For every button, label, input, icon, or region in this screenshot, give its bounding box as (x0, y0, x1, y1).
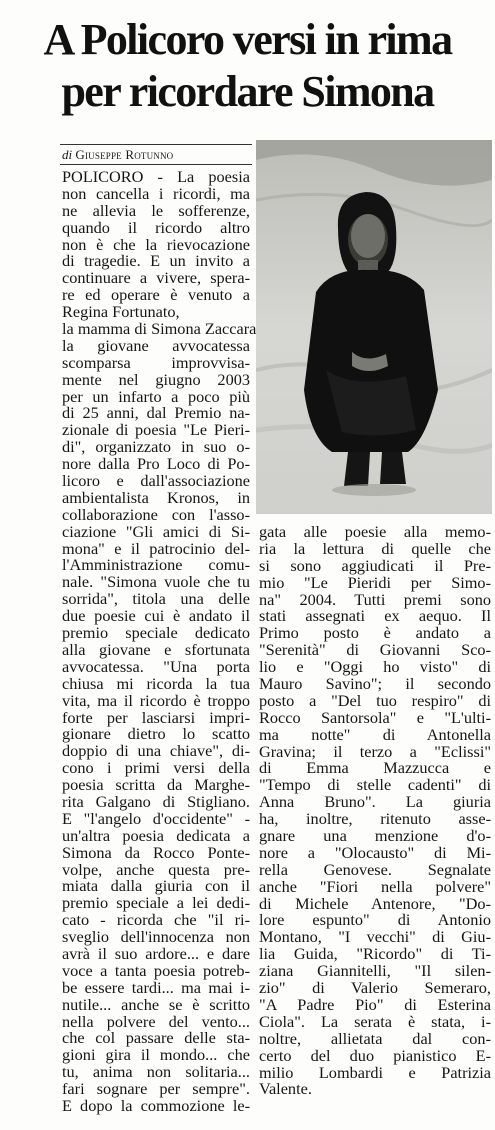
portrait-photo (256, 140, 492, 514)
article-line: nutile... anche se è scritto (62, 994, 250, 1014)
article-line: per un infarto a poco più (62, 386, 250, 406)
article-line: miata dalla giuria con il (62, 876, 250, 896)
article-line: Rocco Santorsola" e "L'ulti- (259, 707, 491, 727)
article-line: nella polvere del vento... (62, 1011, 250, 1031)
article-line: collaborazione con l'asso- (62, 504, 250, 524)
byline-author: Giuseppe Rotunno (75, 147, 174, 162)
article-line: Montano, "I vecchi" di Giu- (259, 927, 491, 947)
article-line: gnare una menzione d'o- (259, 826, 491, 846)
article-line: la giovane avvocatessa (62, 335, 250, 355)
article-line: doppio di una chiave", di- (62, 741, 250, 761)
article-line: ambientalista Kronos, in (62, 487, 250, 507)
article-line: mente nel giugno 2003 (62, 369, 250, 389)
article-line: avrà il suo ardore... e dare (62, 943, 250, 963)
article-line: Ciola". La serata è stata, i- (259, 1011, 491, 1031)
article-line: "Serenità" di Giovanni Sco- (259, 640, 491, 660)
article-line: voce a tanta poesia potreb- (62, 960, 250, 980)
article-line: un'altra poesia dedicata a (62, 825, 250, 845)
article-line: non cancella i ricordi, ma (62, 183, 250, 203)
article-line: gionare dietro lo scatto (62, 724, 250, 744)
article-line: zio" di Valerio Semeraro, (259, 978, 491, 998)
article-line: vita, ma il ricordo è troppo (62, 690, 250, 710)
byline-prefix: di (62, 147, 73, 162)
article-line: non è che la rievocazione (62, 234, 250, 254)
article-line: ria la lettura di quelle che (259, 538, 491, 558)
article-line: forte per lasciarsi impri- (62, 707, 250, 727)
article-line: ciazione "Gli amici di Si- (62, 521, 250, 541)
article-line: due poesie cui è andato il (62, 606, 250, 626)
article-column-1 (62, 167, 257, 1115)
article-line: posto a "Del tuo respiro" di (259, 690, 491, 710)
article-line: certo del duo pianistico E- (259, 1045, 491, 1065)
article-line: POLICORO - La poesia (62, 167, 250, 186)
article-line: stati assegnati ex aequo. Il (259, 606, 491, 626)
article-line: Regina Fortunato, (62, 302, 180, 322)
article-line: E dopo la commozione le- (62, 1095, 250, 1115)
article-line: alla giovane e sfortunata (62, 639, 250, 659)
article-line: di Michele Antenore, "Do- (259, 893, 491, 913)
article-line: rella Genovese. Segnalate (259, 859, 491, 879)
article-line: nore a "Olocausto" di Mi- (259, 842, 491, 862)
article-line: che col passare delle sta- (62, 1028, 250, 1048)
article-line: continuare a vivere, spera- (62, 268, 250, 288)
article-line: di 25 anni, dal Premio na- (62, 403, 250, 423)
byline (62, 147, 252, 163)
article-line: nale. "Simona vuole che tu (62, 572, 250, 592)
article-line: mio "Le Pieridi per Simo- (259, 572, 491, 592)
article-line: milio Lombardi e Patrizia (259, 1062, 491, 1082)
headline-line-1: A Policoro versi in rima (43, 15, 452, 64)
article-line: "A Padre Pio" di Esterina (259, 994, 491, 1014)
article-line: Mauro Savino"; il secondo (259, 674, 491, 694)
article-line: ne allevia le sofferenze, (62, 200, 250, 220)
article-line: zionale di poesia "Le Pieri- (62, 420, 250, 440)
article-line: premio speciale a lei dedi- (62, 893, 250, 913)
article-line: be essere tardi... ma mai i- (62, 977, 250, 997)
article-line: lia Guida, "Ricordo" di Ti- (259, 944, 491, 964)
article-line: Valente. (259, 1079, 312, 1099)
article-line: sveglio dell'innocenza non (62, 927, 250, 947)
article-line: rita Galgano di Stigliano. (62, 791, 250, 811)
article-line: na" 2004. Tutti premi sono (259, 589, 491, 609)
article-line: tu, anima non solitaria... (62, 1062, 250, 1082)
article-line: ma notte" di Antonella (259, 724, 491, 744)
article-line: la mamma di Simona Zaccara (62, 319, 257, 339)
article-line: lio e "Oggi ho visto" di (259, 657, 491, 677)
article-line: fari sognare per sempre". (62, 1079, 250, 1099)
article-line: si sono aggiudicati il Pre- (259, 555, 491, 575)
article-line: sorrida", titola una delle (62, 589, 250, 609)
article-line: volpe, anche questa pre- (62, 859, 250, 879)
byline-bottom-rule (60, 164, 252, 165)
headline (8, 14, 487, 118)
article-line: noltre, allietata dal con- (259, 1028, 491, 1048)
article-line: licoro e dall'associazione (62, 471, 250, 491)
article-line: lore espunto" di Antonio (259, 910, 491, 930)
article-line: poesia scritta da Marghe- (62, 775, 250, 795)
article-line: cono i primi versi della (62, 758, 250, 778)
article-line: scomparsa improvvisa- (62, 352, 250, 372)
article-line: E "l'angelo d'occidente" - (62, 808, 250, 828)
article-line: Anna Bruno". La giuria (259, 792, 491, 812)
article-line: Simona da Rocco Ponte- (62, 842, 250, 862)
article-line: l'Amministrazione comu- (62, 555, 250, 575)
article-line: di tragedie. E un invito a (62, 251, 250, 271)
byline-top-rule (60, 144, 252, 145)
article-line: nore dalla Pro Loco di Po- (62, 454, 250, 474)
article-line: ziana Giannitelli, "Il silen- (259, 961, 491, 981)
article-column-2 (259, 524, 491, 1098)
article-line: di", organizzato in suo o- (62, 437, 250, 457)
article-line: mona" e il patrocinio del- (62, 538, 250, 558)
headline-line-2: per ricordare Simona (61, 67, 434, 116)
article-line: cato - ricorda che "il ri- (62, 910, 250, 930)
article-line: "Tempo di stelle cadenti" di (259, 775, 491, 795)
article-line: gata alle poesie alla memo- (259, 522, 491, 541)
article-line: anche "Fiori nella polvere" (259, 876, 491, 896)
article-line: premio speciale dedicato (62, 623, 250, 643)
article-line: Primo posto è andato a (259, 623, 491, 643)
article-line: gioni gira il mondo... che (62, 1045, 250, 1065)
article-line: di Emma Mazzucca e (259, 758, 491, 778)
article-line: ha, inoltre, ritenuto asse- (259, 809, 491, 829)
article-line: chiusa mi ricorda la tua (62, 673, 250, 693)
article-line: quando il ricordo altro (62, 217, 250, 237)
article-line: Gravina; il terzo a "Eclissi" (259, 741, 491, 761)
portrait-photo-image (256, 140, 492, 514)
article-line: re ed operare è venuto a (62, 285, 250, 305)
article-line: avvocatessa. "Una porta (62, 656, 250, 676)
